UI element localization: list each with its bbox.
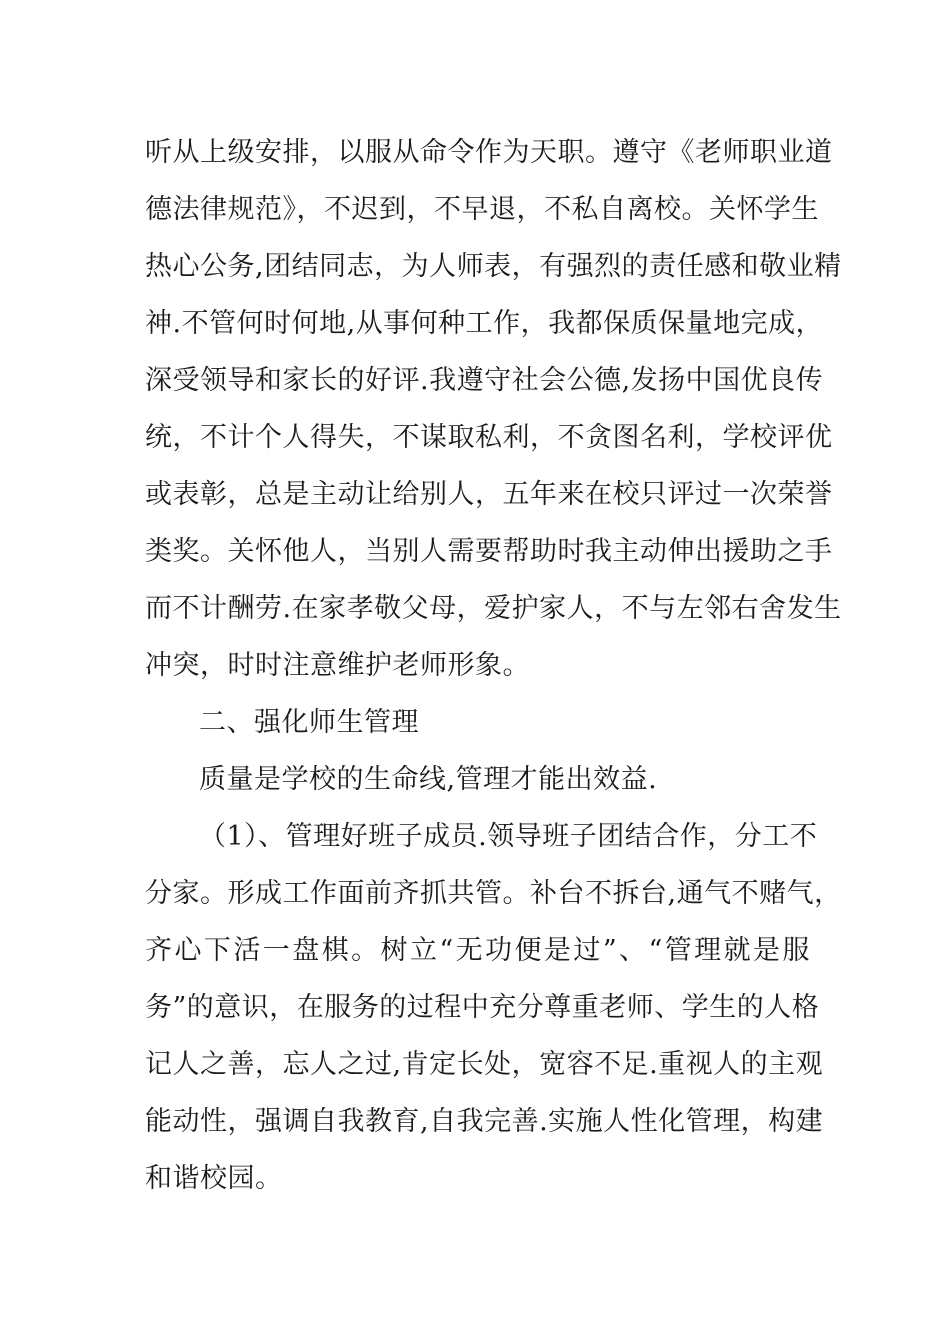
text-line: 能动性，强调自我教育,自我完善.实施人性化管理，构建	[145, 1106, 824, 1137]
text-line: 分家。形成工作面前齐抓共管。补台不拆台,通气不赌气，	[145, 878, 842, 909]
text-line: 统，不计个人得失，不谋取私利，不贪图名利，学校评优	[145, 422, 833, 453]
text-line: 听从上级安排，以服从命令作为天职。遵守《老师职业道	[145, 137, 833, 168]
text-line: 冲突，时时注意维护老师形象。	[145, 650, 530, 681]
text-line: 或表彰，总是主动让给别人，五年来在校只评过一次荣誉	[145, 479, 833, 510]
text-line: 齐心下活一盘棋。树立“无功便是过”、“管理就是服	[145, 935, 810, 966]
section-heading: 二、强化师生管理	[199, 707, 419, 738]
text-line: 热心公务,团结同志，为人师表，有强烈的责任感和敬业精	[145, 251, 842, 282]
text-line: 务”的意识，在服务的过程中充分尊重老师、学生的人格	[145, 992, 820, 1023]
text-line: 和谐校园。	[145, 1163, 283, 1194]
text-line: 类奖。关怀他人，当别人需要帮助时我主动伸出援助之手	[145, 536, 833, 567]
text-line: 深受领导和家长的好评.我遵守社会公德,发扬中国优良传	[145, 365, 824, 396]
text-line: 德法律规范》，不迟到，不早退，不私自离校。关怀学生	[145, 194, 819, 225]
text-line: 而不计酬劳.在家孝敬父母，爱护家人，不与左邻右舍发生	[145, 593, 842, 624]
text-line: （1）、管理好班子成员.领导班子团结合作，分工不	[199, 821, 818, 852]
paragraph-text: 质量是学校的生命线,管理才能出效益.	[199, 764, 658, 795]
document-body	[145, 124, 842, 1207]
text-line: 记人之善，忘人之过,肯定长处，宽容不足.重视人的主观	[145, 1049, 824, 1080]
text-line: 神.不管何时何地,从事何种工作，我都保质保量地完成，	[145, 308, 824, 339]
